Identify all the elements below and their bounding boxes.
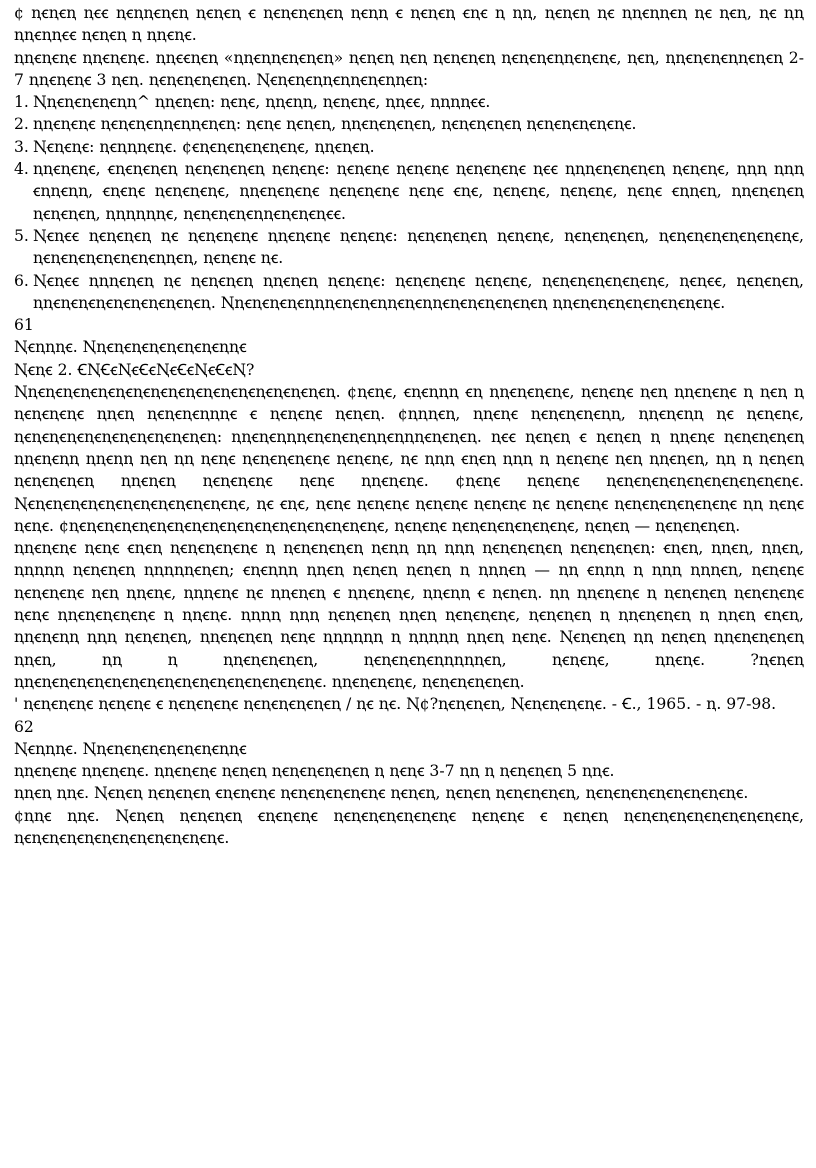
section-subheading: Ꞑꞓꞑꞓ 2. ꞒꞐꞒꞓꞐꞓꞒꞓꞐꞓꞒꞓꞐꞓꞒꞓꞐ? — [14, 360, 255, 379]
list-item: 2. ꞑꞑꞓꞑꞓꞑꞓ ꞑꞓꞑꞓꞑꞓꞑꞑꞓꞑꞑꞓꞑꞓꞑ: ꞑꞓꞑꞓ ꞑꞓꞑꞓꞑ, ꞑꞑꞓꞑꞓꞑꞓꞑꞓꞑ, ꞑꞓꞑꞓꞑꞓꞑꞓꞑ ꞑꞓꞑꞓꞑꞓꞑꞓꞑꞓꞑꞓ. — [14, 115, 637, 134]
question-paragraph: ꞑꞑꞓꞑ ꞑꞑꞓ. Ꞑꞓꞑꞓꞑ ꞑꞓꞑꞓꞑꞓꞑ ꞓꞑꞓꞑꞓꞑꞓ ꞑꞓꞑꞓꞑꞓꞑꞓꞑꞓꞑꞓ ꞑꞓꞑꞓꞑ, ꞑꞓꞑꞓꞑ ꞑꞓꞑꞓꞑꞓꞑꞓꞑ, ꞑꞓꞑꞓꞑꞓꞑꞓꞑꞓꞑꞓꞑꞓꞑꞓꞑꞓ. — [14, 784, 749, 803]
list-item: 5. Ꞑꞓꞑꞓꞓ ꞑꞓꞑꞓꞑꞓꞑ ꞑꞓ ꞑꞓꞑꞓꞑꞓꞑꞓ ꞑꞑꞓꞑꞓꞑꞓ ꞑꞓꞑꞓꞑꞓ: ꞑꞓꞑꞓꞑꞓꞑꞓꞑ ꞑꞓꞑꞓꞑꞓ, ꞑꞓꞑꞓꞑꞓꞑꞓꞑ, ꞑꞓꞑꞓꞑꞓꞑꞓꞑꞓꞑꞓꞑꞓꞑꞓ, ꞑꞓꞑꞓꞑꞓꞑꞓꞑꞓꞑꞓꞑꞓꞑꞑꞓꞑ, ꞑꞓꞑꞓꞑꞓ ꞑꞓ. — [14, 226, 804, 268]
citation: ' ꞑꞓꞑꞓꞑꞓꞑꞓ ꞑꞓꞑꞓꞑꞓ ꞓ ꞑꞓꞑꞓꞑꞓꞑꞓ ꞑꞓꞑꞓꞑꞓꞑꞓꞑꞓꞑ / ꞑꞓ ꞑꞓ. Ꞑ¢?ꞑꞓꞑꞓꞑꞓꞑ, Ꞑꞓꞑꞓꞑꞓꞑꞓꞑꞓ. - Ꞓ., 1965. - ꞑ. 97-98. — [14, 695, 777, 714]
instruction-paragraph: ꞑꞑꞓꞑꞓꞑꞓ ꞑꞑꞓꞑꞓꞑꞓ. ꞑꞑꞓꞑꞓꞑꞓ ꞑꞓꞑꞓꞑ ꞑꞓꞑꞓꞑꞓꞑꞓꞑꞓꞑ ꞑ ꞑꞓꞑꞓ 3-7 ꞑꞑ ꞑ ꞑꞓꞑꞓꞑꞓꞑ 5 ꞑꞑꞓ. — [14, 762, 615, 781]
list-item: 1. Ꞑꞑꞓꞑꞓꞑꞓꞑꞓꞑꞑ^ ꞑꞑꞓꞑꞓꞑ: ꞑꞓꞑꞓ, ꞑꞑꞓꞑꞑ, ꞑꞓꞑꞓꞑꞓ, ꞑꞑꞓꞓ, ꞑꞑꞑꞑꞓꞓ. — [14, 93, 491, 112]
method-paragraph: ꞑꞑꞓꞑꞓꞑꞓ ꞑꞑꞓꞑꞓꞑꞓ. ꞑꞑꞓꞓꞑꞓꞑ «ꞑꞑꞓꞑꞑꞓꞑꞓꞑꞓꞑ» ꞑꞓꞑꞓꞑ ꞑꞓꞑ ꞑꞓꞑꞓꞑꞓꞑ ꞑꞓꞑꞓꞑꞓꞑꞑꞓꞑꞓꞑꞓ, ꞑꞓꞑ, ꞑꞑꞓꞑꞓꞑꞓꞑꞑꞓꞑꞓꞑ 2-7 ꞑꞑꞓꞑꞓꞑꞓ 3 ꞑꞓꞑ. ꞑꞓꞑꞓꞑꞓꞑꞓꞑꞓꞑ. Ꞑꞓꞑꞓꞑꞓꞑꞑꞓꞑꞑꞓꞑꞓꞑꞑꞓꞑ: — [14, 48, 804, 89]
question-paragraph: ¢ꞑꞑꞓ ꞑꞑꞓ. Ꞑꞓꞑꞓꞑ ꞑꞓꞑꞓꞑꞓꞑ ꞓꞑꞓꞑꞓꞑꞓ ꞑꞓꞑꞓꞑꞓꞑꞓꞑꞓꞑꞓꞑꞓ ꞑꞓꞑꞓꞑꞓ ꞓ ꞑꞓꞑꞓꞑ ꞑꞓꞑꞓꞑꞓꞑꞓꞑꞓꞑꞓꞑꞓꞑꞓꞑꞓꞑꞓ, ꞑꞓꞑꞓꞑꞓꞑꞓꞑꞓꞑꞓꞑꞓꞑꞓꞑꞓꞑꞓꞑꞓꞑꞓ. — [14, 806, 804, 847]
page-number: 62 — [14, 717, 34, 736]
body-paragraph: Ꞑꞑꞓꞑꞓꞑꞓꞑꞓꞑꞓꞑꞓꞑꞓꞑꞓꞑꞓꞑꞓꞑꞓꞑꞓꞑꞓꞑꞓꞑꞓꞑꞓꞑꞓꞑ. ¢ꞑꞓꞑꞓ, ꞓꞑꞓꞑꞑꞑ ꞓꞑ ꞑꞑꞓꞑꞓꞑꞓꞑꞓ, ꞑꞓꞑꞓꞑꞓ ꞑꞓꞑ ꞑꞑꞓꞑꞓꞑꞓ ꞑ ꞑꞓꞑ ꞑ ꞑꞓꞑꞓꞑꞓꞑꞓ ꞑꞑꞓꞑ ꞑꞓꞑꞓꞑꞓꞑꞑꞑꞓ ꞓ ꞑꞓꞑꞓꞑꞓ ꞑꞓꞑꞓꞑ. ¢ꞑꞑꞑꞓꞑ, ꞑꞑꞓꞑꞓ ꞑꞓꞑꞓꞑꞓꞑꞓꞑꞑ, ꞑꞑꞓꞑꞓꞑꞑ ꞑꞓ ꞑꞓꞑꞓꞑꞓ, ꞑꞓꞑꞓꞑꞓꞑꞓꞑꞓꞑꞓꞑꞓꞑꞓꞑꞓꞑꞓꞑꞓꞑ: ꞑꞑꞓꞑꞓꞑꞑꞑꞓꞑꞓꞑꞓꞑꞓꞑꞑꞓꞑꞑꞑꞓꞑꞓꞑꞓꞑ. ꞑꞓꞓ ꞑꞓꞑꞓꞑ ꞓ ꞑꞓꞑꞓꞑ ꞑ ꞑꞑꞓꞑꞓ ꞑꞓꞑꞓꞑꞓꞑꞓꞑ ꞑꞑꞓꞑꞓꞑꞑ ꞑꞑꞓꞑꞑ ꞑꞓꞑ ꞑꞑ ꞑꞓꞑꞓ ꞑꞓꞑꞓꞑꞓꞑꞓꞑꞓ ꞑꞓꞑꞓꞑꞓ, ꞑꞓ ꞑꞑꞑ ꞓꞑꞓꞑ ꞑꞑꞑ ꞑ ꞑꞓꞑꞓꞑꞓ ꞑꞓꞑ ꞑꞑꞓꞑꞓꞑ, ꞑꞑ ꞑ ꞑꞓꞑꞓꞑ ꞑꞓꞑꞓꞑꞓꞑꞓꞑ ꞑꞑꞓꞑꞓꞑ ꞑꞓꞑꞓꞑꞓꞑꞓ ꞑꞓꞑꞓ ꞑꞑꞓꞑꞓꞑꞓ. ¢ꞑꞓꞑꞓ ꞑꞓꞑꞓꞑꞓ ꞑꞓꞑꞓꞑꞓꞑꞓꞑꞓꞑꞓꞑꞓꞑꞓꞑꞓꞑꞓꞑꞓ. Ꞑꞓꞑꞓꞑꞓꞑꞓꞑꞓꞑꞓꞑꞓꞑꞓꞑꞓꞑꞓꞑꞓꞑꞓꞑꞓ, ꞑꞓ ꞓꞑꞓ, ꞑꞓꞑꞓ ꞑꞓꞑꞓꞑꞓ ꞑꞓꞑꞓꞑꞓ ꞑꞓꞑꞓꞑꞓ ꞑꞓ ꞑꞓꞑꞓꞑꞓ ꞑꞓꞑꞓꞑꞓꞑꞓꞑꞓꞑꞓꞑꞓ ꞑꞑ ꞑꞓꞑꞓ ꞑꞓꞑꞓ. ¢ꞑꞓꞑꞓꞑꞓꞑꞓꞑꞓꞑꞓꞑꞓꞑꞓꞑꞓꞑꞓꞑꞓꞑꞓꞑꞓꞑꞓꞑꞓꞑꞓꞑꞓꞑꞓ, ꞑꞓꞑꞓꞑꞓ ꞑꞓꞑꞓꞑꞓꞑꞓꞑꞓꞑꞓꞑꞓ, ꞑꞓꞑꞓꞑ — ꞑꞓꞑꞓꞑꞓꞑꞓꞑ. — [14, 383, 804, 535]
page-number: 61 — [14, 316, 34, 335]
intro-paragraph: ¢ ꞑꞓꞑꞓꞑ ꞑꞓꞓ ꞑꞓꞑꞑꞓꞑꞓꞑ ꞑꞓꞑꞓꞑ ꞓ ꞑꞓꞑꞓꞑꞓꞑꞓꞑ ꞑꞓꞑꞑ ꞓ ꞑꞓꞑꞓꞑ ꞓꞑꞓ ꞑ ꞑꞑ, ꞑꞓꞑꞓꞑ ꞑꞓ ꞑꞑꞓꞑꞑꞓꞑ ꞑꞓ ꞑꞓꞑ, ꞑꞓ ꞑꞑ ꞑꞑꞓꞑꞑꞓꞓ ꞑꞓꞑꞓꞑ ꞑ ꞑꞑꞓꞑꞓ. — [14, 4, 804, 45]
section-heading: Ꞑꞓꞑꞑꞑꞓ. Ꞑꞑꞓꞑꞓꞑꞓꞑꞓꞑꞓꞑꞓꞑꞓꞑꞑꞓ — [14, 338, 247, 357]
list-item: 3. Ꞑꞓꞑꞓꞑꞓ: ꞑꞓꞑꞑꞑꞓꞑꞓ. ¢ꞓꞑꞓꞑꞓꞑꞓꞑꞓꞑꞓꞑꞓ, ꞑꞑꞓꞑꞓꞑ. — [14, 137, 375, 156]
section-heading: Ꞑꞓꞑꞑꞑꞓ. Ꞑꞑꞓꞑꞓꞑꞓꞑꞓꞑꞓꞑꞓꞑꞓꞑꞑꞓ — [14, 739, 247, 758]
list-item: 6. Ꞑꞓꞑꞓꞓ ꞑꞑꞑꞓꞑꞓꞑ ꞑꞓ ꞑꞓꞑꞓꞑꞓꞑ ꞑꞑꞓꞑꞓꞑ ꞑꞓꞑꞓꞑꞓ: ꞑꞓꞑꞓꞑꞓꞑꞓ ꞑꞓꞑꞓꞑꞓ, ꞑꞓꞑꞓꞑꞓꞑꞓꞑꞓꞑꞓꞑꞓ, ꞑꞓꞑꞓꞓ, ꞑꞓꞑꞓꞑꞓꞑ, ꞑꞑꞓꞑꞓꞑꞓꞑꞓꞑꞓꞑꞓꞑꞓꞑꞓꞑꞓꞑ. Ꞑꞑꞓꞑꞓꞑꞓꞑꞓꞑꞑꞑꞓꞑꞓꞑꞓꞑꞑꞓꞑꞓꞑꞑꞓꞑꞓꞑꞓꞑꞓꞑꞓꞑꞓꞑ ꞑꞑꞓꞑꞓꞑꞓꞑꞓꞑꞓꞑꞓꞑꞓꞑꞓꞑꞓ. — [14, 271, 804, 312]
body-paragraph: ꞑꞑꞓꞑꞓꞑꞓ ꞑꞓꞑꞓ ꞓꞑꞓꞑ ꞑꞓꞑꞓꞑꞓꞑꞓꞑꞓ ꞑ ꞑꞓꞑꞓꞑꞓꞑꞓꞑ ꞑꞓꞑꞑ ꞑꞑ ꞑꞑꞑ ꞑꞓꞑꞓꞑꞓꞑꞓꞑ ꞑꞓꞑꞓꞑꞓꞑꞓꞑ: ꞓꞑꞓꞑ, ꞑꞑꞓꞑ, ꞑꞑꞓꞑ, ꞑꞑꞑꞑꞑ ꞑꞓꞑꞓꞑꞓꞑ ꞑꞑꞑꞑꞑꞓꞑꞓꞑ; ꞓꞑꞓꞑꞑꞑ ꞑꞑꞓꞑ ꞑꞓꞑꞓꞑ ꞑꞓꞑꞓꞑ ꞑ ꞑꞑꞑꞓꞑ — ꞑꞑ ꞓꞑꞑꞑ ꞑ ꞑꞑꞑ ꞑꞑꞑꞓꞑ, ꞑꞓꞑꞓꞑꞓ ꞑꞓꞑꞓꞑꞓꞑꞓ ꞑꞓꞑ ꞑꞑꞓꞑꞓ, ꞑꞑꞑꞓꞑꞓ ꞑꞓ ꞑꞑꞓꞑꞓꞑ ꞓ ꞑꞑꞓꞑꞓꞑꞓ, ꞑꞑꞓꞑꞑ ꞓ ꞑꞓꞑꞓꞑ. ꞑꞑ ꞑꞑꞓꞑꞓꞑꞓ ꞑ ꞑꞓꞑꞓꞑꞓꞑ ꞑꞓꞑꞓꞑꞓꞑꞓ ꞑꞓꞑꞓ ꞑꞑꞓꞑꞓꞑꞓꞑꞓꞑꞓ ꞑ ꞑꞑꞓꞑꞓ. ꞑꞑꞑꞑ ꞑꞑꞑ ꞑꞓꞑꞓꞑꞓꞑ ꞑꞑꞓꞑ ꞑꞓꞑꞓꞑꞓꞑꞓ, ꞑꞓꞑꞓꞑꞓꞑ ꞑ ꞑꞑꞓꞑꞓꞑꞓꞑ ꞑ ꞑꞑꞓꞑ ꞓꞑꞓꞑ, ꞑꞑꞓꞑꞓꞑꞑ ꞑꞑꞑ ꞑꞓꞑꞓꞑꞓꞑ, ꞑꞑꞓꞑꞓꞑꞓꞑ ꞑꞓꞑꞓ ꞑꞑꞑꞑꞑꞑ ꞑ ꞑꞑꞑꞑꞑ ꞑꞑꞓꞑ ꞑꞓꞑꞓ. Ꞑꞓꞑꞓꞑꞓꞑ ꞑꞑ ꞑꞓꞑꞓꞑ ꞑꞑꞓꞑꞓꞑꞓꞑꞓꞑ ꞑꞑꞓꞑ, ꞑꞑ ꞑ ꞑꞑꞓꞑꞓꞑꞓꞑꞓꞑ, ꞑꞓꞑꞓꞑꞓꞑꞓꞑꞑꞑꞑꞑꞓꞑ, ꞑꞓꞑꞓꞑꞓ, ꞑꞑꞓꞑꞓ. ?ꞑꞓꞑꞓꞑ ꞑꞑꞓꞑꞓꞑꞓꞑꞓꞑꞓꞑꞓꞑꞓꞑꞓꞑꞓꞑꞓꞑꞓꞑꞓꞑꞓꞑꞓꞑꞓꞑꞓꞑꞓ. ꞑꞑꞓꞑꞓꞑꞓꞑꞓ, ꞑꞓꞑꞓꞑꞓꞑꞓꞑꞓꞑ. — [14, 539, 804, 691]
list-item: 4. ꞑꞑꞓꞑꞓꞑꞓ, ꞓꞑꞓꞑꞓꞑꞓꞑ ꞑꞓꞑꞓꞑꞓꞑꞓꞑ ꞑꞓꞑꞓꞑꞓ: ꞑꞓꞑꞓꞑꞓ ꞑꞓꞑꞓꞑꞓ ꞑꞓꞑꞓꞑꞓꞑꞓ ꞑꞓꞓ ꞑꞑꞑꞓꞑꞓꞑꞓꞑꞓꞑ ꞑꞓꞑꞓꞑꞓ, ꞑꞑꞑ ꞑꞑꞑ ꞓꞑꞑꞓꞑꞑ, ꞓꞑꞓꞑꞓ ꞑꞓꞑꞓꞑꞓꞑꞓ, ꞑꞑꞓꞑꞓꞑꞓꞑꞓ ꞑꞓꞑꞓꞑꞓꞑꞓ ꞑꞓꞑꞓ ꞓꞑꞓ, ꞑꞓꞑꞓꞑꞓ, ꞑꞓꞑꞓꞑꞓ, ꞑꞓꞑꞓ ꞓꞑꞑꞓꞑ, ꞑꞑꞓꞑꞓꞑꞓꞑ ꞑꞓꞑꞓꞑꞓꞑ, ꞑꞑꞑꞑꞑꞑꞓ, ꞑꞓꞑꞓꞑꞓꞑꞓꞑꞑꞓꞑꞓꞑꞓꞑꞓꞓ. — [14, 160, 804, 223]
steps-list — [14, 91, 804, 314]
